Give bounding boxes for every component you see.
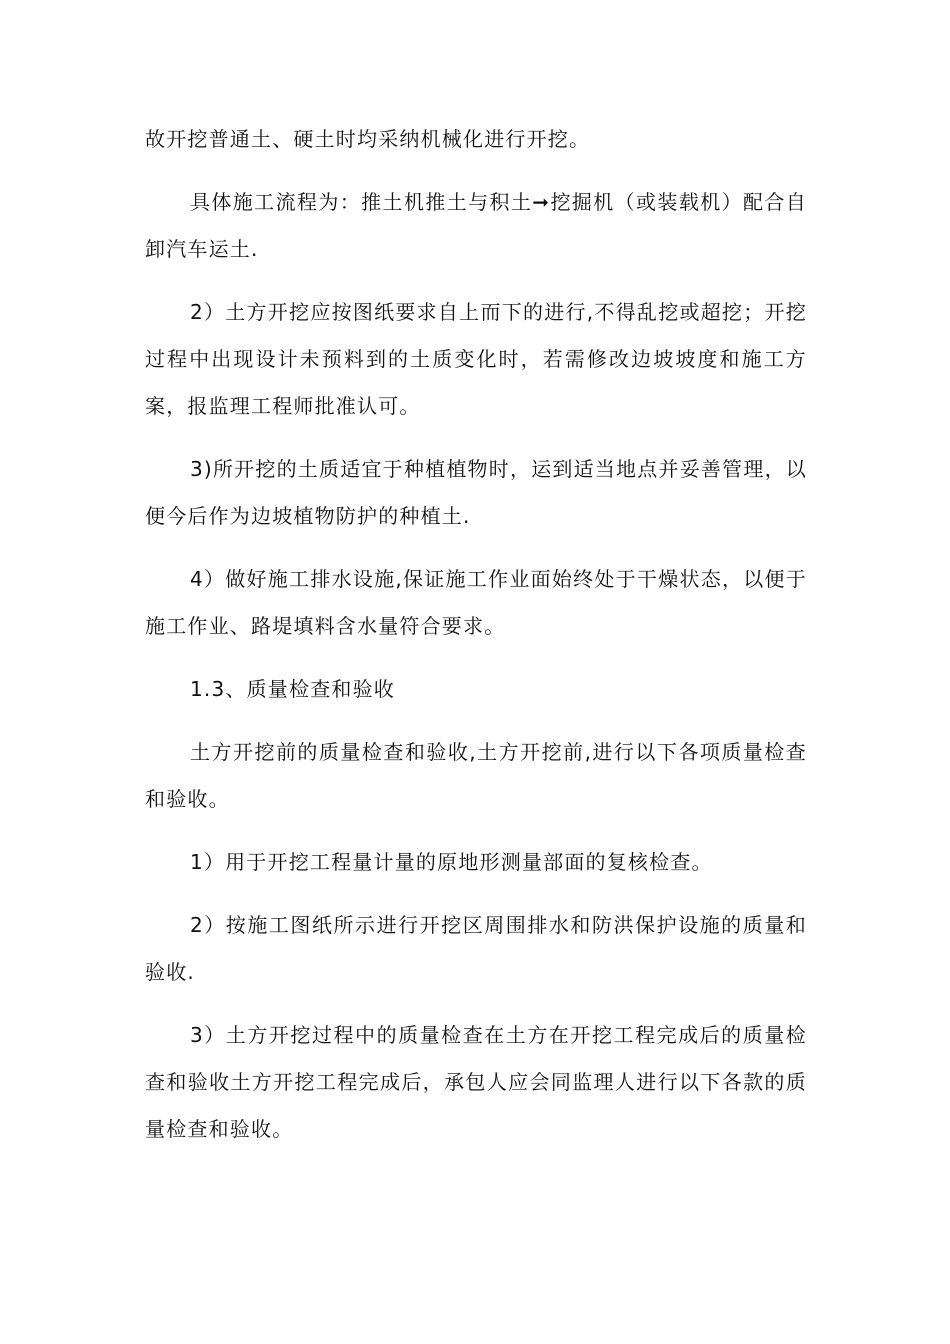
paragraph-2: 具体施工流程为：推土机推土与积土➞挖掘机（或装载机）配合自卸汽车运土. [145, 190, 807, 261]
paragraph-8: 1）用于开挖工程量计量的原地形测量部面的复核检查。 [190, 850, 713, 874]
paragraph-5: 4）做好施工排水设施,保证施工作业面始终处于干燥状态，以便于施工作业、路堤填料含水量符合要求。 [145, 567, 807, 638]
document-body [145, 116, 807, 1169]
paragraph-10: 3）土方开挖过程中的质量检查在土方在开挖工程完成后的质量检查和验收土方开挖工程完成后，承包人应会同监理人进行以下各款的质量检查和验收。 [145, 1023, 807, 1141]
paragraph-4: 3)所开挖的土质适宜于种植植物时，运到适当地点并妥善管理，以便今后作为边坡植物防护的种植土. [145, 457, 807, 528]
paragraph-1: 故开挖普通土、硬土时均采纳机械化进行开挖。 [145, 127, 591, 151]
section-heading: 1.3、质量检查和验收 [190, 677, 396, 701]
paragraph-9: 2）按施工图纸所示进行开挖区周围排水和防洪保护设施的质量和验收. [145, 913, 807, 984]
paragraph-7: 土方开挖前的质量检查和验收,土方开挖前,进行以下各项质量检查和验收。 [145, 740, 807, 811]
paragraph-3: 2）土方开挖应按图纸要求自上而下的进行,不得乱挖或超挖；开挖过程中出现设计未预料到的土质变化时，若需修改边坡坡度和施工方案，报监理工程师批准认可。 [145, 300, 807, 418]
